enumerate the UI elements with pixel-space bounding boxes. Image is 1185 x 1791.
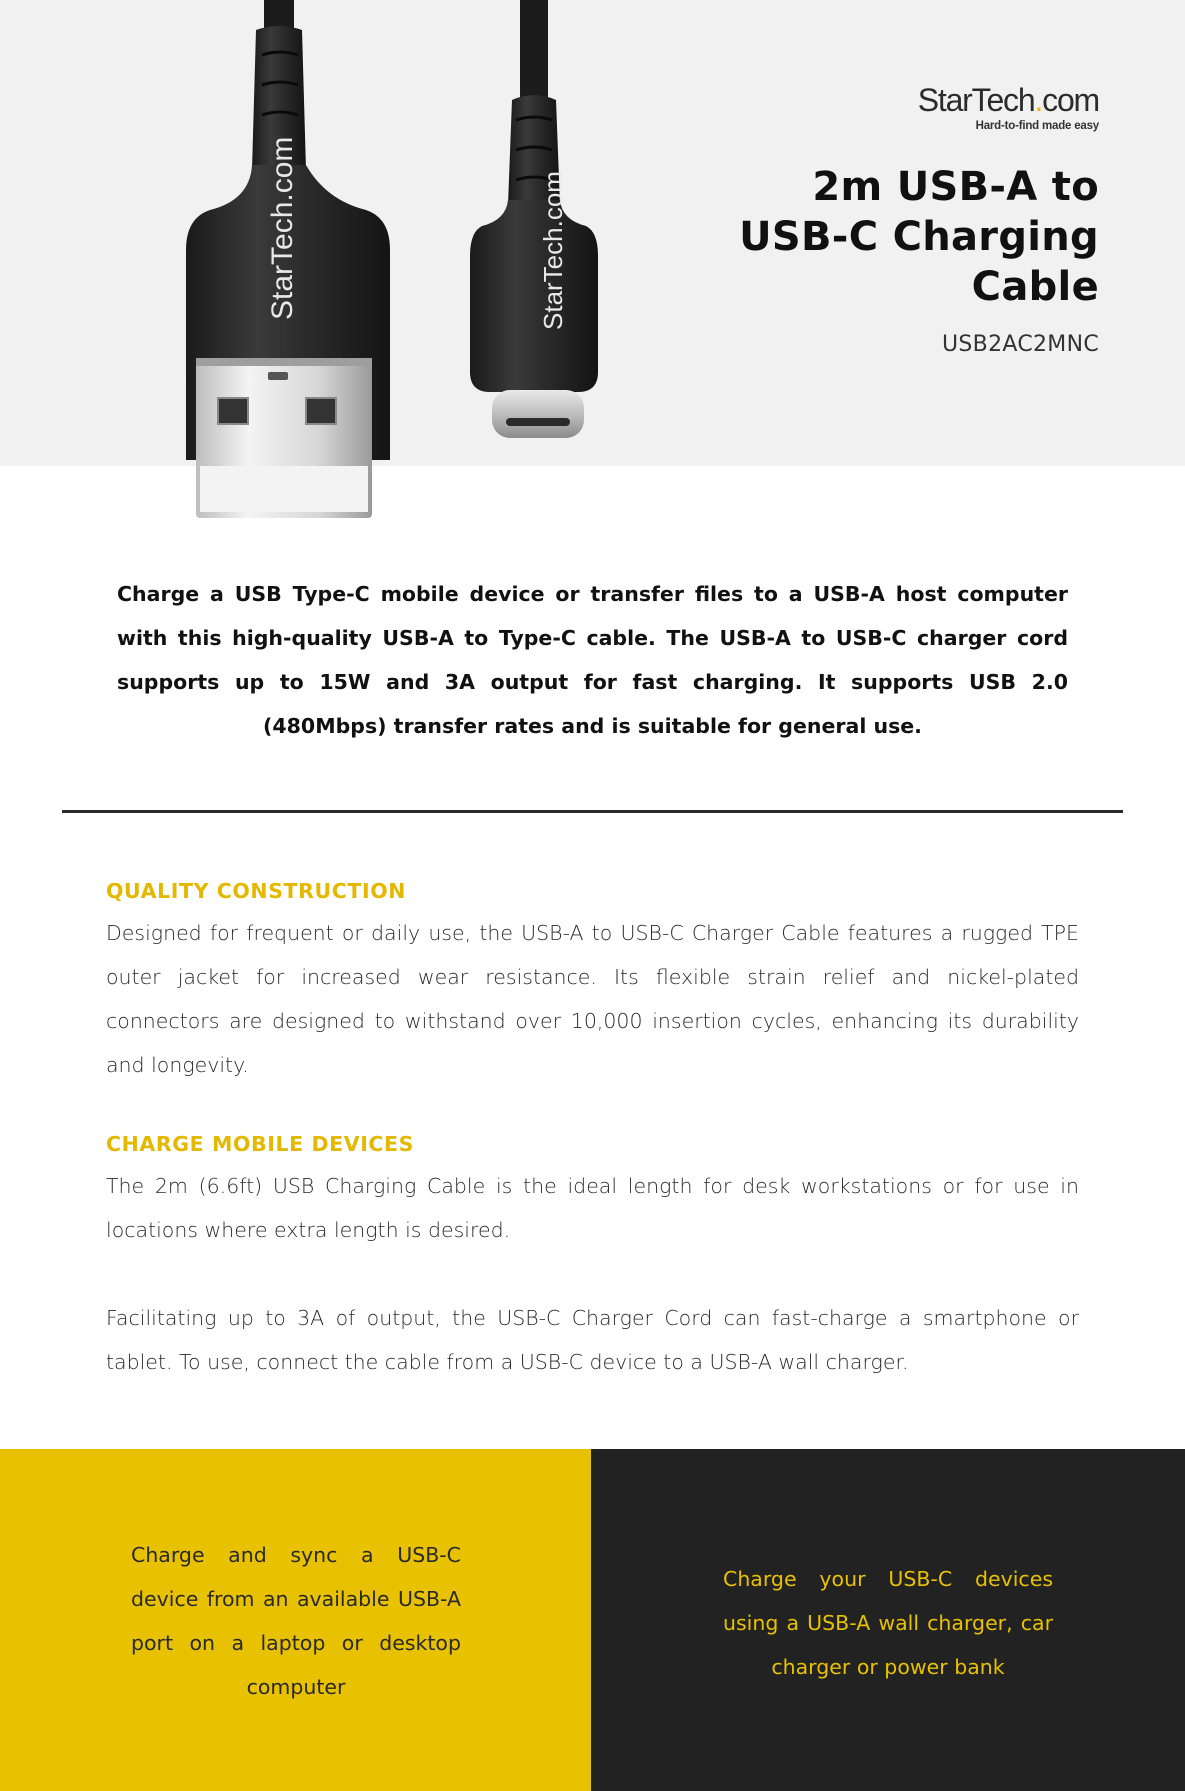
title-line: USB-C Charging bbox=[739, 214, 1099, 260]
connector-brand-print: StarTech.com bbox=[538, 171, 568, 330]
section-paragraph: Designed for frequent or daily use, the USB-A to USB-C Charger Cable features a rugged TPE outer jacket for increased wear resistance. Its flexible strain relief and nickel-plated connectors are designed to withstand over 10,000 insertion cycles, enhancing its durability and longevity. bbox=[106, 921, 1079, 1077]
feature-panel-right bbox=[591, 1449, 1185, 1791]
logo-tagline: Hard-to-find made easy bbox=[975, 120, 1099, 132]
title-line: Cable bbox=[971, 264, 1099, 310]
section-heading: CHARGE MOBILE DEVICES bbox=[106, 1132, 415, 1156]
section-heading: QUALITY CONSTRUCTION bbox=[106, 879, 407, 903]
logo-wordmark bbox=[899, 82, 1099, 118]
startech-logo bbox=[899, 82, 1099, 132]
product-title bbox=[679, 162, 1099, 312]
section-charge-mobile-devices bbox=[106, 1130, 1079, 1384]
title-line: 2m USB-A to bbox=[812, 164, 1099, 210]
section-divider bbox=[62, 810, 1123, 813]
feature-panel-left bbox=[0, 1449, 591, 1791]
usb-a-connector bbox=[186, 0, 390, 518]
intro-paragraph: Charge a USB Type-C mobile device or transfer files to a USB-A host computer with this high-quality USB-A to Type-C cable. The USB-A to USB-C charger cord supports up to 15W and 3A output for fast charging. It supports USB 2.0 (480Mbps) transfer rates and is suitable for general use. bbox=[117, 582, 1068, 738]
connector-brand-print: StarTech.com bbox=[266, 136, 299, 320]
section-paragraph: Facilitating up to 3A of output, the USB-C Charger Cord can fast-charge a smartphone or tablet. To use, connect the cable from a USB-C device to a USB-A wall charger. bbox=[106, 1306, 1079, 1374]
feature-text: Charge and sync a USB-C device from an available USB-A port on a laptop or desktop computer bbox=[131, 1543, 461, 1699]
feature-text: Charge your USB-C devices using a USB-A wall charger, car charger or power bank bbox=[723, 1567, 1053, 1679]
logo-text: StarTech bbox=[917, 82, 1035, 118]
section-quality-construction bbox=[106, 877, 1079, 1087]
logo-dot: . bbox=[1034, 82, 1043, 118]
product-sku: USB2AC2MNC bbox=[942, 332, 1099, 357]
usb-c-connector bbox=[470, 0, 598, 438]
section-paragraph: The 2m (6.6ft) USB Charging Cable is the ideal length for desk workstations or for use in locations where extra length is desired. bbox=[106, 1174, 1079, 1242]
logo-text-domain: com bbox=[1042, 82, 1099, 118]
